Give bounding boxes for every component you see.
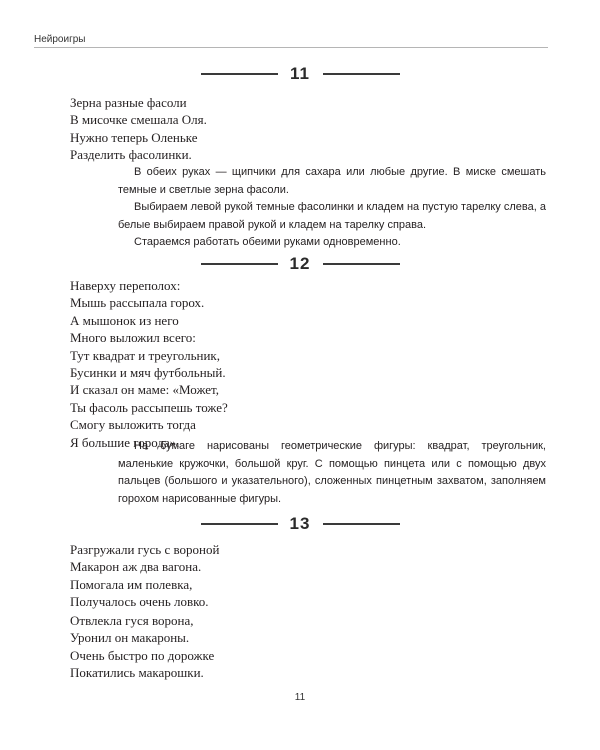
poem-line: Очень быстро по дорожке xyxy=(70,647,215,663)
heading-rule-right xyxy=(323,523,400,525)
poem-line: Разгружали гусь с вороной xyxy=(70,542,220,557)
section-heading-12 xyxy=(0,253,600,275)
poem-line: Помогала им полевка, xyxy=(70,576,193,592)
instruction-paragraph: На бумаге нарисованы геометрические фигуры: квадрат, треугольник, маленькие кружочки, большой круг. С помощью пинцета или с помощью двух пальцев (большого и указательного), сложенных пинцетным захватом, заполняем горохом нарисованные фигуры. xyxy=(118,440,546,505)
header-rule xyxy=(34,47,548,48)
poem-line: Тут квадрат и треугольник, xyxy=(70,347,220,363)
instructions-12 xyxy=(118,438,546,508)
poem-line: Нужно теперь Оленьке xyxy=(70,129,198,145)
poem-line: Разделить фасолинки. xyxy=(70,147,192,163)
poem-13-stanza-2 xyxy=(70,612,214,682)
poem-line: Уронил он макароны. xyxy=(70,630,190,646)
poem-line: Макарон аж два вагона. xyxy=(70,559,202,575)
poem-11 xyxy=(70,94,207,164)
heading-rule-left xyxy=(201,523,278,525)
poem-line: Бусинки и мяч футбольный. xyxy=(70,365,226,381)
heading-rule-left xyxy=(201,263,278,265)
poem-line: В мисочке смешала Оля. xyxy=(70,112,207,128)
running-header: Нейроигры xyxy=(34,34,86,45)
poem-12 xyxy=(70,277,228,451)
poem-line: Смогу выложить тогда xyxy=(70,417,196,433)
instruction-paragraph: Выбираем левой рукой темные фасолинки и кладем на пустую тарелку слева, а белые выбираем правой рукой и кладем на тарелку справа. xyxy=(118,201,546,231)
section-number: 12 xyxy=(289,254,311,273)
heading-rule-right xyxy=(323,73,400,75)
poem-13-stanza-1 xyxy=(70,541,219,611)
instructions-11 xyxy=(118,164,546,252)
heading-rule-right xyxy=(323,263,400,265)
instruction-paragraph: В обеих руках — щипчики для сахара или любые другие. В миске смешать темные и светлые зерна фасоли. xyxy=(118,166,546,196)
section-number: 13 xyxy=(289,514,311,533)
poem-line: Ты фасоль рассыпешь тоже? xyxy=(70,399,228,415)
poem-line: Я большие города». xyxy=(70,434,180,450)
poem-line: Отвлекла гуся ворона, xyxy=(70,613,194,628)
section-heading-11 xyxy=(0,63,600,85)
poem-line: Мышь рассыпала горох. xyxy=(70,295,205,311)
poem-line: Наверху переполох: xyxy=(70,278,181,293)
poem-line: И сказал он маме: «Может, xyxy=(70,382,219,398)
poem-line: Покатились макарошки. xyxy=(70,665,204,681)
section-heading-13 xyxy=(0,513,600,535)
instruction-paragraph: Стараемся работать обеими руками одновременно. xyxy=(134,236,401,248)
poem-line: Много выложил всего: xyxy=(70,330,196,346)
page-number: 11 xyxy=(294,692,306,703)
heading-rule-left xyxy=(201,73,278,75)
section-number: 11 xyxy=(290,64,310,83)
poem-line: Получалось очень ловко. xyxy=(70,594,209,610)
poem-line: Зерна разные фасоли xyxy=(70,95,187,110)
poem-line: А мышонок из него xyxy=(70,312,179,328)
